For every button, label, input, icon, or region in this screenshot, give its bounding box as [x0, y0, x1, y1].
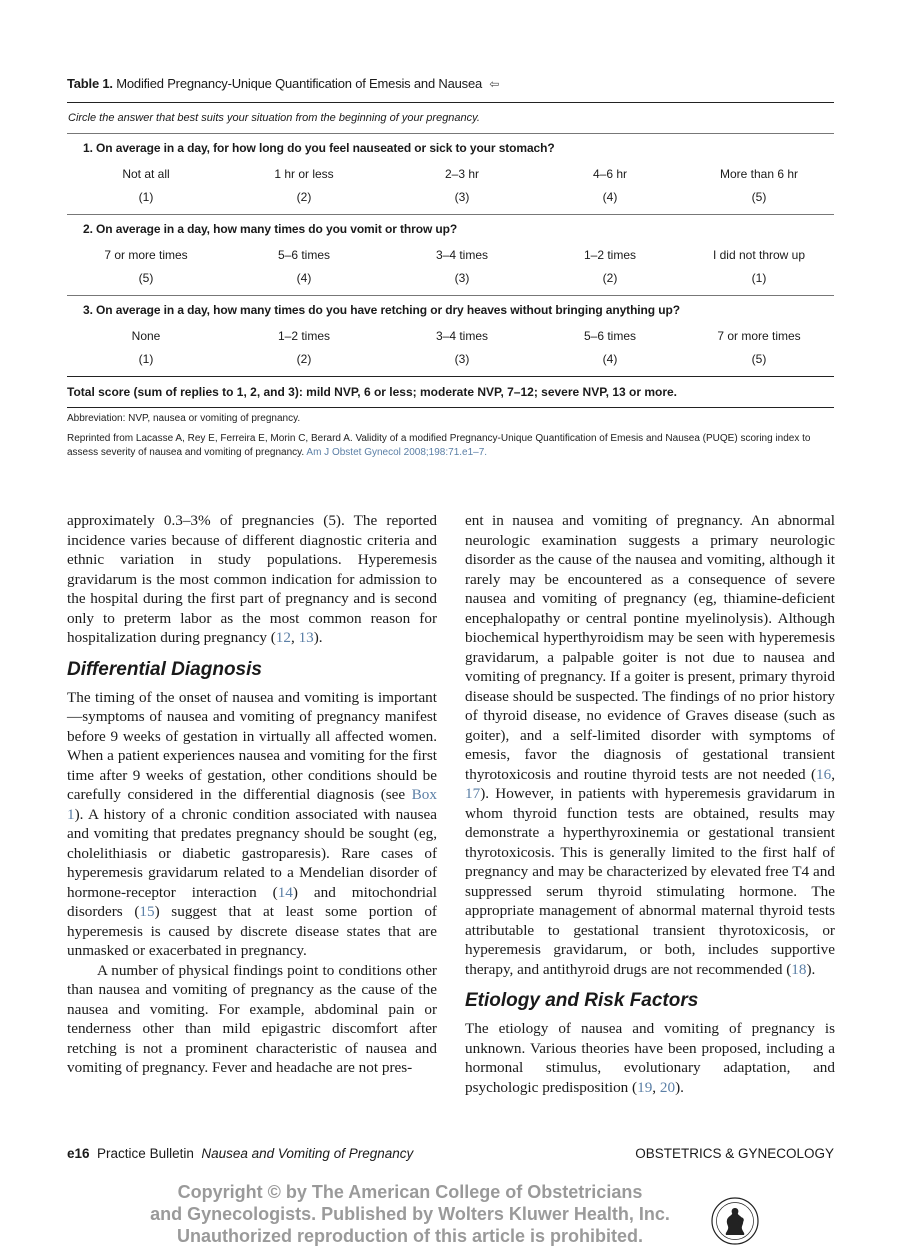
question-3 — [67, 296, 834, 376]
answer-label: 3–4 times — [435, 329, 489, 343]
answer-score: (1) — [751, 271, 767, 285]
table-title — [67, 74, 834, 94]
citation-link[interactable]: 16 — [816, 765, 832, 783]
answer-label: Not at all — [122, 167, 170, 181]
page-number: e16 — [67, 1146, 90, 1161]
text-run: The timing of the onset of nausea and vomiting is important—symptoms of nausea and vomiting of pregnancy manifest before 9 weeks of gestation in virtually all affected women. When a patient experiences nausea and vomiting for the first time after 9 weeks of gestation, other conditions should be carefully considered in the differential diagnosis (see — [67, 688, 437, 803]
answer-score: (5) — [751, 190, 767, 204]
answer-score: (2) — [296, 190, 312, 204]
text-run: approximately 0.3–3% of pregnancies (5). The reported incidence varies because of different diagnostic criteria and ethnic variation in study populations. Hyperemesis gravidarum is the most common indication for admission to the hospital during the first part of pregnancy and is second only to preterm labor as the most common reason for hospitalization during pregnancy ( — [67, 512, 437, 646]
text-run: , — [652, 1078, 660, 1096]
footer-topic: Nausea and Vomiting of Pregnancy — [201, 1146, 414, 1161]
answer-score: (1) — [138, 352, 154, 366]
answer-label: None — [131, 329, 161, 343]
source-text: Reprinted from Lacasse A, Rey E, Ferreira E, Morin C, Berard A. Validity of a modified Pregnancy-Unique Quantification of Emesis and Nausea (PUQE) scoring index to assess severity of nausea and vomiting of pregnancy. — [67, 433, 811, 458]
citation-link[interactable]: 17 — [465, 785, 481, 802]
body-paragraph — [67, 511, 437, 648]
table-instruction: Circle the answer that best suits your situation from the beginning of your pregnancy. — [68, 112, 480, 124]
section-heading: Differential Diagnosis — [67, 658, 262, 680]
table-source-note — [67, 432, 834, 460]
answer-score: (4) — [602, 352, 618, 366]
body-paragraph — [465, 1019, 835, 1097]
copyright-line: Unauthorized reproduction of this article is prohibited. — [176, 1226, 644, 1246]
body-paragraph: A number of physical findings point to conditions other than nausea and vomiting of pregnancy as the cause of the nausea and vomiting. For example, abdominal pain or tenderness other than mild epigastric discomfort after retching is not a prominent characteristic of nausea and vomiting of pregnancy. Fever and headache are not pres- — [67, 961, 437, 1076]
question-text: 1. On average in a day, for how long do you feel nauseated or sick to your stomach? — [83, 141, 555, 155]
divider — [67, 407, 834, 408]
box-link[interactable]: Box 1 — [67, 786, 437, 823]
table-1 — [67, 74, 834, 460]
answer-label: 2–3 hr — [444, 167, 480, 181]
text-run: ) suggest that at least some portion of hyperemesis is caused by discrete disease states that are unmasked or exacerbated in pregnancy. — [67, 903, 437, 959]
text-run: The etiology of nausea and vomiting of pregnancy is unknown. Various theories have been proposed, including a hormonal stimulus, evolutionary adaptation, and psychologic predisposition ( — [465, 1020, 835, 1096]
answer-row — [67, 162, 834, 208]
text-run: ). A history of a chronic condition associated with nausea and vomiting that predates pregnancy should be sought (eg, cholelithiasis or diabetic gastroparesis). Rare cases of hyperemesis gravidarum related to a Mendelian disorder of hormone-receptor interaction ( — [67, 805, 437, 901]
footer-left — [67, 1146, 413, 1161]
answer-label: 7 or more times — [717, 329, 801, 343]
answer-label: I did not throw up — [712, 248, 806, 262]
answer-score: (5) — [138, 271, 154, 285]
source-link[interactable]: Am J Obstet Gynecol 2008;198:71.e1–7. — [306, 447, 488, 458]
citation-link[interactable]: 14 — [277, 883, 293, 901]
copyright-line: and Gynecologists. Published by Wolters Kluwer Health, Inc. — [150, 1204, 670, 1224]
answer-score: (2) — [296, 352, 312, 366]
table-label: Table 1. — [67, 76, 113, 91]
answer-label: 5–6 times — [583, 329, 637, 343]
citation-link[interactable]: 18 — [791, 960, 807, 978]
text-run: ) and mitochondrial disorders ( — [67, 883, 437, 920]
text-run: ). — [806, 960, 816, 978]
text-run: ent in nausea and vomiting of pregnancy. An abnormal neurologic examination suggests a primary neurologic disorder as the cause of the nausea and vomiting, although it rarely may be encountered as a consequence of severe nausea and vomiting of pregnancy (eg, thiamine-deficient encephalopathy or central pontine myelinolysis). Although biochemical hyperthyroidism may be seen with hyperemesis gravidarum, a palpable goiter is not due to nausea and vomiting of pregnancy. If a goiter is present, primary thyroid disease should be suspected. The findings of no prior history of thyroid disease, no evidence of Graves disease (such as goiter), and a self-limited disorder with symptoms of emesis, favor the diagnosis of gestational transient thyrotoxicosis and routine thyroid tests are not needed ( — [465, 512, 835, 783]
footer-series: Practice Bulletin — [97, 1146, 194, 1161]
text-run: , — [831, 765, 835, 783]
answer-label: 4–6 hr — [592, 167, 628, 181]
citation-link[interactable]: 20 — [659, 1078, 676, 1096]
answer-score: (4) — [296, 271, 312, 285]
answer-score: (3) — [454, 190, 470, 204]
citation-link[interactable]: 19 — [637, 1078, 653, 1096]
text-run: ). — [675, 1078, 684, 1096]
answer-label: 3–4 times — [435, 248, 489, 262]
table-abbreviation: Abbreviation: NVP, nausea or vomiting of pregnancy. — [67, 413, 301, 424]
copyright-notice — [100, 1181, 720, 1247]
answer-label: More than 6 hr — [719, 167, 799, 181]
back-arrow-icon[interactable]: ⇦ — [489, 77, 500, 91]
left-column — [67, 511, 437, 1078]
answer-label: 1 hr or less — [274, 167, 334, 181]
answer-label: 1–2 times — [277, 329, 331, 343]
table-title-text: Modified Pregnancy-Unique Quantification of Emesis and Nausea — [116, 76, 482, 91]
journal-name: OBSTETRICS & GYNECOLOGY — [635, 1146, 834, 1161]
question-2 — [67, 215, 834, 295]
copyright-line: Copyright © by The American College of Obstetricians — [177, 1182, 643, 1202]
right-column — [465, 511, 835, 1097]
body-paragraph — [465, 511, 835, 979]
table-total-score: Total score (sum of replies to 1, 2, and 3): mild NVP, 6 or less; moderate NVP, 7–12; severe NVP, 13 or more. — [67, 385, 678, 399]
answer-label: 5–6 times — [277, 248, 331, 262]
answer-score: (4) — [602, 190, 618, 204]
page-footer — [67, 1146, 834, 1166]
question-text: 3. On average in a day, how many times do you have retching or dry heaves without bringing anything up? — [83, 303, 680, 317]
citation-link[interactable]: 13 — [298, 629, 314, 646]
answer-score: (2) — [602, 271, 618, 285]
text-run: ). However, in patients with hyperemesis gravidarum in whom thyroid function tests are obtained, results may demonstrate a hyperthyroxinemia or gestational transient thyrotoxicosis. This is generally limited to the first half of pregnancy and may be characterized by elevated free T4 and suppressed serum thyroid stimulating hormone. The appropriate management of abnormal maternal thyroid tests attributable to gestational transient thyrotoxicosis, or hyperemesis gravidarum, or both, includes supportive therapy, and antithyroid drugs are not recommended ( — [465, 785, 835, 978]
citation-link[interactable]: 12 — [275, 629, 291, 646]
body-paragraph — [67, 688, 437, 961]
citation-link[interactable]: 15 — [139, 903, 155, 920]
answer-label: 7 or more times — [104, 248, 188, 262]
answer-score: (3) — [454, 352, 470, 366]
answer-score: (5) — [751, 352, 767, 366]
text-run: , — [290, 629, 299, 646]
question-text: 2. On average in a day, how many times do you vomit or throw up? — [83, 222, 458, 236]
text-run: ). — [313, 629, 323, 646]
answer-score: (1) — [138, 190, 154, 204]
answer-row — [67, 324, 834, 370]
question-1 — [67, 134, 834, 214]
answer-score: (3) — [454, 271, 470, 285]
acog-seal-logo — [710, 1196, 760, 1246]
answer-row — [67, 243, 834, 289]
answer-label: 1–2 times — [583, 248, 637, 262]
section-heading: Etiology and Risk Factors — [465, 990, 699, 1011]
